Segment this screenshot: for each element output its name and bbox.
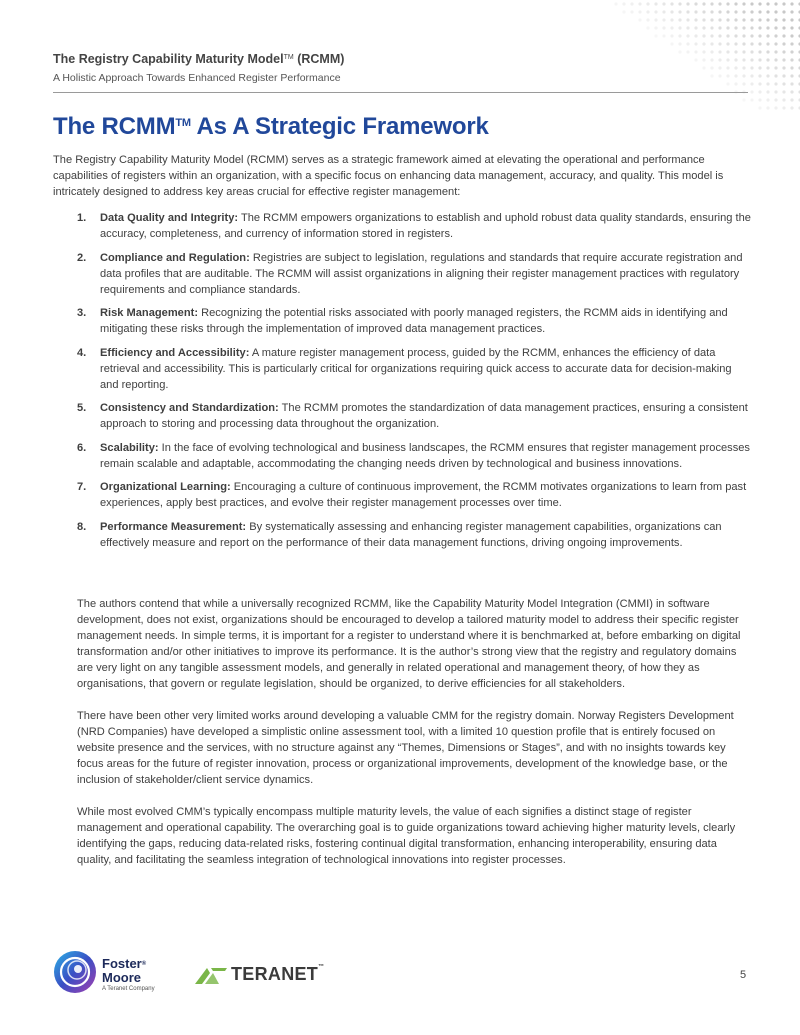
fm-tagline: A Teranet Company — [102, 986, 155, 992]
teranet-text: TERANET — [231, 964, 319, 984]
intro-paragraph: The Registry Capability Maturity Model (RCMM) serves as a strategic framework aimed at elevating the operational and performance capabilities of registers within an organization, with a specific focus on enhancing data management, accuracy, and quality. This model is intricately designed to address key areas crucial for effective register management: — [53, 154, 724, 198]
list-item-text: A mature register management process, guided by the RCMM, enhances the efficiency of data retrieval and accessibility. This is particularly critical for organizations requiring quick access to accurate data for decision-making and reporting. — [100, 346, 732, 391]
header-title — [53, 52, 344, 66]
list-item-term: Performance Measurement: — [100, 520, 247, 533]
list-item-number: 6. — [77, 441, 87, 454]
list-item — [53, 479, 753, 511]
body-paragraph: The authors contend that while a universally recognized RCMM, like the Capability Maturity Model Integration (CMMI) in software development, does not exist, organizations should be encouraged to develop a tailored maturity model to address their specific register management needs. In simple terms, it is important for a register to understand where it is benchmarked at, before embarking on digital transformation and/or other initiatives to improve its performance. It is the author’s strong view that the registry and regulatory domains are very light on any tangible assessment models, and generally in related operational and management theory, of how they as organisations, that govern or regulate legislation, should be organized, to derive efficiencies for all stakeholders. — [77, 598, 741, 690]
body-paragraph: While most evolved CMM’s typically encompass multiple maturity levels, the value of each signifies a distinct stage of register management and operational capability. The overarching goal is to guide organizations toward achieving higher maturity levels, clearly identifying the gaps, reducing data-related risks, fostering continual digital transformation, enhancing interoperability, ensuring data quality, and facilitating the seamless integration of technological innovations into register processes. — [77, 806, 736, 866]
foster-moore-wordmark — [102, 957, 146, 985]
list-item-text: By systematically assessing and enhancing register management capabilities, organizations can effectively measure and report on the performance of their data management functions, driving ongoing improvements. — [100, 520, 722, 549]
list-item-term: Data Quality and Integrity: — [100, 212, 239, 224]
page-number: 5 — [740, 969, 747, 981]
fm-reg: ® — [141, 961, 147, 967]
foster-moore-logo-icon — [53, 950, 97, 994]
heading-text-a: The RCMM — [53, 113, 176, 140]
list-item-text: The RCMM empowers organizations to establish and uphold robust data quality standards, ensuring the accuracy, completeness, and currency of information stored in registers. — [100, 212, 751, 240]
header-subtitle: A Holistic Approach Towards Enhanced Register Performance — [53, 72, 341, 84]
list-item — [53, 440, 753, 472]
teranet-wordmark — [231, 964, 324, 985]
list-item-term: Scalability: — [100, 441, 159, 454]
list-item-number: 4. — [77, 346, 87, 359]
list-item-number: 5. — [77, 402, 87, 414]
list-item-text: In the face of evolving technological and business landscapes, the RCMM ensures that register management processes remain scalable and adaptable, accommodating the changing needs driven by technological and business innovations. — [100, 441, 750, 470]
heading-text-b: As A Strategic Framework — [196, 113, 489, 140]
header-divider — [53, 92, 748, 93]
list-item-number: 7. — [77, 481, 87, 493]
list-item-number: 1. — [77, 212, 87, 224]
header-title-text: The Registry Capability Maturity Model — [53, 52, 284, 66]
list-item-text: Recognizing the potential risks associated with poorly managed registers, the RCMM aids in identifying and mitigating these risks through the implementation of improved data management practices. — [100, 307, 728, 335]
list-item-term: Organizational Learning: — [100, 481, 231, 493]
list-item-number: 8. — [77, 520, 87, 533]
fm-line2: Moore — [102, 970, 141, 985]
list-item — [53, 519, 753, 551]
list-item-number: 2. — [77, 251, 87, 264]
header-title-suffix: (RCMM) — [297, 52, 345, 66]
document-header — [53, 52, 344, 84]
list-item-text: The RCMM promotes the standardization of data management practices, ensuring a consistent approach to storing and processing data throughout the organization. — [100, 402, 748, 430]
list-item — [53, 210, 753, 242]
key-areas-list — [53, 210, 753, 558]
list-item — [53, 345, 753, 393]
body-paragraph: There have been other very limited works around developing a valuable CMM for the registry domain. Norway Registers Development (NRD Companies) have developed a simplistic online assessment tool, with a limited 10 question profile that is entirely focused on website presence and the services, with no structure against any “Themes, Dimensions or Stages”, and with no insights towards key focus areas for the future of register innovation, process or organizational improvements, development of the knowledge base, or the inclusion of stakeholder/client service dynamics. — [77, 710, 734, 786]
list-item-term: Consistency and Standardization: — [100, 402, 279, 414]
teranet-logo — [193, 962, 333, 988]
list-item-term: Efficiency and Accessibility: — [100, 346, 250, 359]
header-title-tm: TM — [283, 54, 294, 61]
list-item-text: Registries are subject to legislation, regulations and standards that require accurate registration and data profiles that are auditable. The RCMM will assist organizations in aligning their register management practices with regulatory requirements and compliance standards. — [100, 251, 743, 296]
list-item — [53, 305, 753, 337]
list-item — [53, 400, 753, 432]
list-item-number: 3. — [77, 307, 87, 319]
list-item-term: Risk Management: — [100, 307, 199, 319]
page-heading — [53, 113, 489, 141]
list-item-text: Encouraging a culture of continuous improvement, the RCMM motivates organizations to learn from past experiences, apply best practices, and evolve their register management processes over time. — [100, 481, 747, 509]
teranet-logo-icon — [193, 964, 229, 986]
body-paragraphs — [77, 596, 753, 884]
list-item — [53, 250, 753, 298]
list-item-term: Compliance and Regulation: — [100, 251, 250, 264]
foster-moore-logo — [53, 950, 163, 1000]
dot-pattern-decoration — [580, 0, 800, 110]
teranet-tm: ™ — [318, 964, 325, 970]
heading-tm: TM — [175, 117, 191, 129]
fm-line1: Foster — [102, 956, 142, 971]
